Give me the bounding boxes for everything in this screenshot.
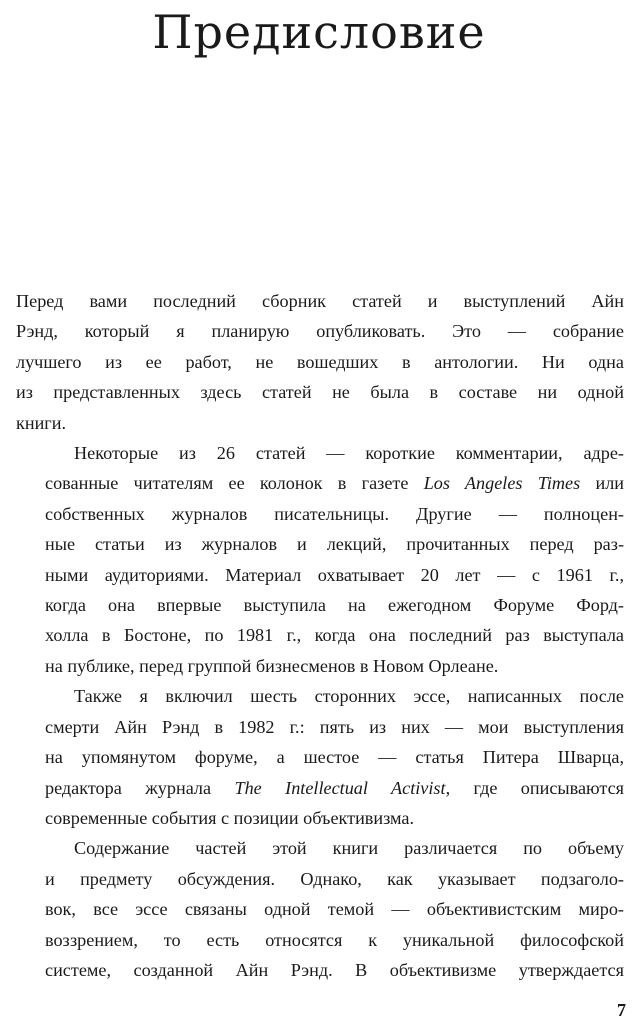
text-line [16,468,624,498]
text-line: на публике, перед группой бизнесменов в Новом Орлеане. [45,655,499,676]
text-line: Некоторые из 26 статей — короткие комментарии, адре- [74,443,624,464]
text-run: редактора журнала [45,777,235,798]
text-line: Также я включил шесть сторонних эссе, написанных после [74,686,624,707]
italic-title: Los Angeles Times [423,473,581,494]
paragraph [16,681,624,833]
italic-title: The Intellectual Activist [234,777,446,798]
text-line: на упомянутом форуме, а шестое — статья Питера Шварца, [45,747,624,768]
page-number: 7 [617,1000,626,1020]
text-line: вок, все эссе связаны одной темой — объективистским миро- [45,899,624,920]
text-line: лучшего из ее работ, не вошедших в антологии. Ни одна [16,351,624,372]
text-line: современные события с позиции объективизма. [45,807,415,828]
text-line: системе, созданной Айн Рэнд. В объективизме утверждается [45,959,624,980]
text-line: когда она впервые выступила на ежегодном Форуме Форд- [45,595,624,616]
text-line: книги. [16,412,67,433]
page-title: Предисловие [152,5,486,59]
paragraph [16,833,624,985]
text-line: из представленных здесь статей не была в составе ни одной [16,382,624,403]
text-line: воззрением, то есть относятся к уникальной философской [45,929,624,950]
text-line: ными аудиториями. Материал охватывает 20 лет — с 1961 г., [45,564,624,585]
text-line: Рэнд, который я планирую опубликовать. Это — собрание [16,321,624,342]
text-line: ные статьи из журналов и лекций, прочитанных перед раз- [45,534,624,555]
text-line: и предмету обсуждения. Однако, как указывает подзаголо- [45,868,624,889]
text-run: сованные читателям ее колонок в газете [45,473,424,494]
text-line: холла в Бостоне, по 1981 г., когда она последний раз выступала [45,625,624,646]
text-line: смерти Айн Рэнд в 1982 г.: пять из них — мои выступления [45,716,624,737]
text-run: , где описываются [445,777,625,798]
paragraph [16,286,624,438]
text-line: Содержание частей этой книги различается по объему [74,838,624,859]
text-run: или [580,473,625,494]
paragraph [16,438,624,681]
text-line [16,773,624,803]
body-text [16,286,624,985]
text-line: Перед вами последний сборник статей и выступлений Айн [16,291,624,311]
text-line: собственных журналов писательницы. Другие — полноцен- [45,503,624,524]
